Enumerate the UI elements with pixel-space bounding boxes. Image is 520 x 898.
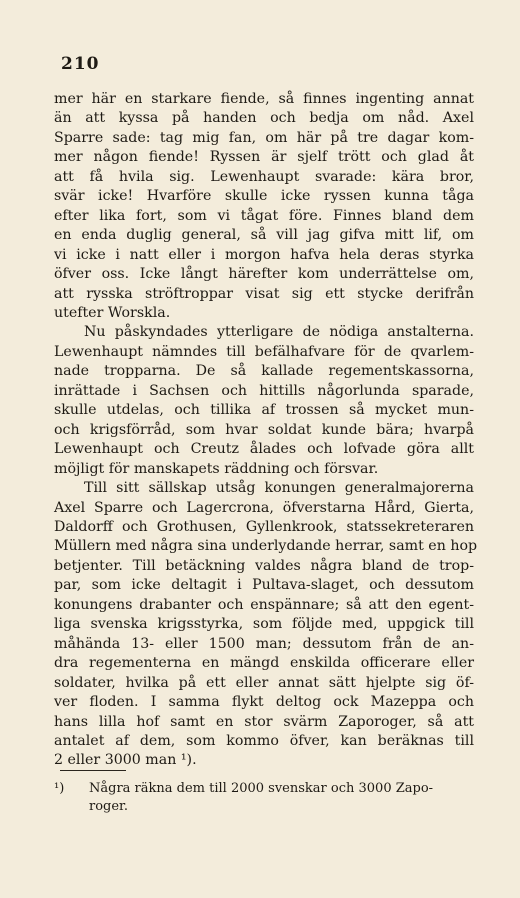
text-line: mer här en starkare fiende, så finnes ingenting annat (54, 91, 474, 107)
text-line: att få hvila sig. Lewenhaupt svarade: kära bror, (54, 168, 474, 185)
text-line: mer någon fiende! Ryssen är sjelf trött och glad åt (54, 149, 474, 166)
text-line: par, som icke deltagit i Pultava-slaget, och dessutom (54, 577, 474, 594)
text-line: liga svenska krigsstyrka, som följde med, uppgick till (54, 616, 474, 633)
text-line: betjenter. Till betäckning valdes några bland de trop- (54, 557, 474, 574)
page-number: 210 (61, 54, 100, 74)
text-line: öfver oss. Icke långt härefter kom underrättelse om, (54, 266, 474, 283)
text-line: att rysska ströftroppar visat sig ett stycke derifrån (54, 285, 474, 302)
text-line: Sparre sade: tag mig fan, om här på tre dagar kom- (54, 129, 474, 146)
text-line: ver floden. I samma flykt deltog ock Mazeppa och (54, 694, 474, 711)
text-line: Müllern med några sina underlydande herrar, samt en hop (54, 538, 478, 555)
text-line: inrättade i Sachsen och hittills någorlunda sparade, (54, 382, 474, 399)
text-line: Till sitt sällskap utsåg konungen generalmajorerna (84, 480, 474, 497)
footnote-line: Några räkna dem till 2000 svenskar och 3000 Zapo- (89, 781, 434, 796)
paragraph (54, 90, 474, 323)
text-line: en enda duglig general, så vill jag gifva mitt lif, om (54, 227, 474, 244)
text-line: utefter Worskla. (54, 304, 171, 321)
text-line: skulle utdelas, och tillika af trossen så mycket mun- (54, 402, 474, 419)
paragraph (54, 479, 478, 771)
text-line: nade tropparna. De så kallade regementskassorna, (54, 363, 474, 380)
text-line: Lewenhaupt nämndes till befälhafvare för de qvarlem- (54, 343, 474, 360)
text-line: än att kyssa på handen och bedja om nåd. Axel (54, 110, 474, 127)
text-line: måhända 13- eller 1500 man; dessutom från de an- (54, 635, 474, 652)
text-line: Axel Sparre och Lagercrona, öfverstarna Hård, Gierta, (54, 499, 474, 516)
text-line: svär icke! Hvarföre skulle icke ryssen kunna tåga (54, 188, 474, 205)
text-line: konungens drabanter och enspännare; så att den egent- (54, 596, 474, 613)
text-line: efter lika fort, som vi tågat före. Finnes bland dem (54, 207, 474, 224)
text-line: soldater, hvilka på ett eller annat sätt hjelpte sig öf- (54, 674, 474, 691)
text-line: möjligt för manskapets räddning och försvar. (54, 460, 379, 477)
footnote (54, 780, 474, 816)
text-line: 2 eller 3000 man ¹). (54, 752, 197, 769)
text-line: hans lilla hof samt en stor svärm Zaporoger, så att (54, 713, 474, 730)
text-line: Lewenhaupt och Creutz ålades och lofvade göra allt (54, 441, 474, 458)
text-line: Daldorff och Grothusen, Gyllenkrook, statssekreteraren (54, 518, 474, 535)
text-line: vi icke i natt eller i morgon hafva hela deras styrka (54, 246, 474, 263)
paragraph (54, 323, 474, 479)
footnote-rule (60, 770, 126, 771)
text-line: dra regementerna en mängd enskilda officerare eller (54, 655, 474, 672)
footnote-line: roger. (89, 799, 128, 814)
text-line: Nu påskyndades ytterligare de nödiga anstalterna. (84, 324, 474, 341)
text-line: antalet af dem, som kommo öfver, kan beräknas till (54, 732, 474, 749)
text-line: och krigsförråd, som hvar soldat kunde bära; hvarpå (54, 421, 474, 438)
footnote-marker: ¹) (54, 781, 65, 796)
body-text (54, 90, 478, 771)
